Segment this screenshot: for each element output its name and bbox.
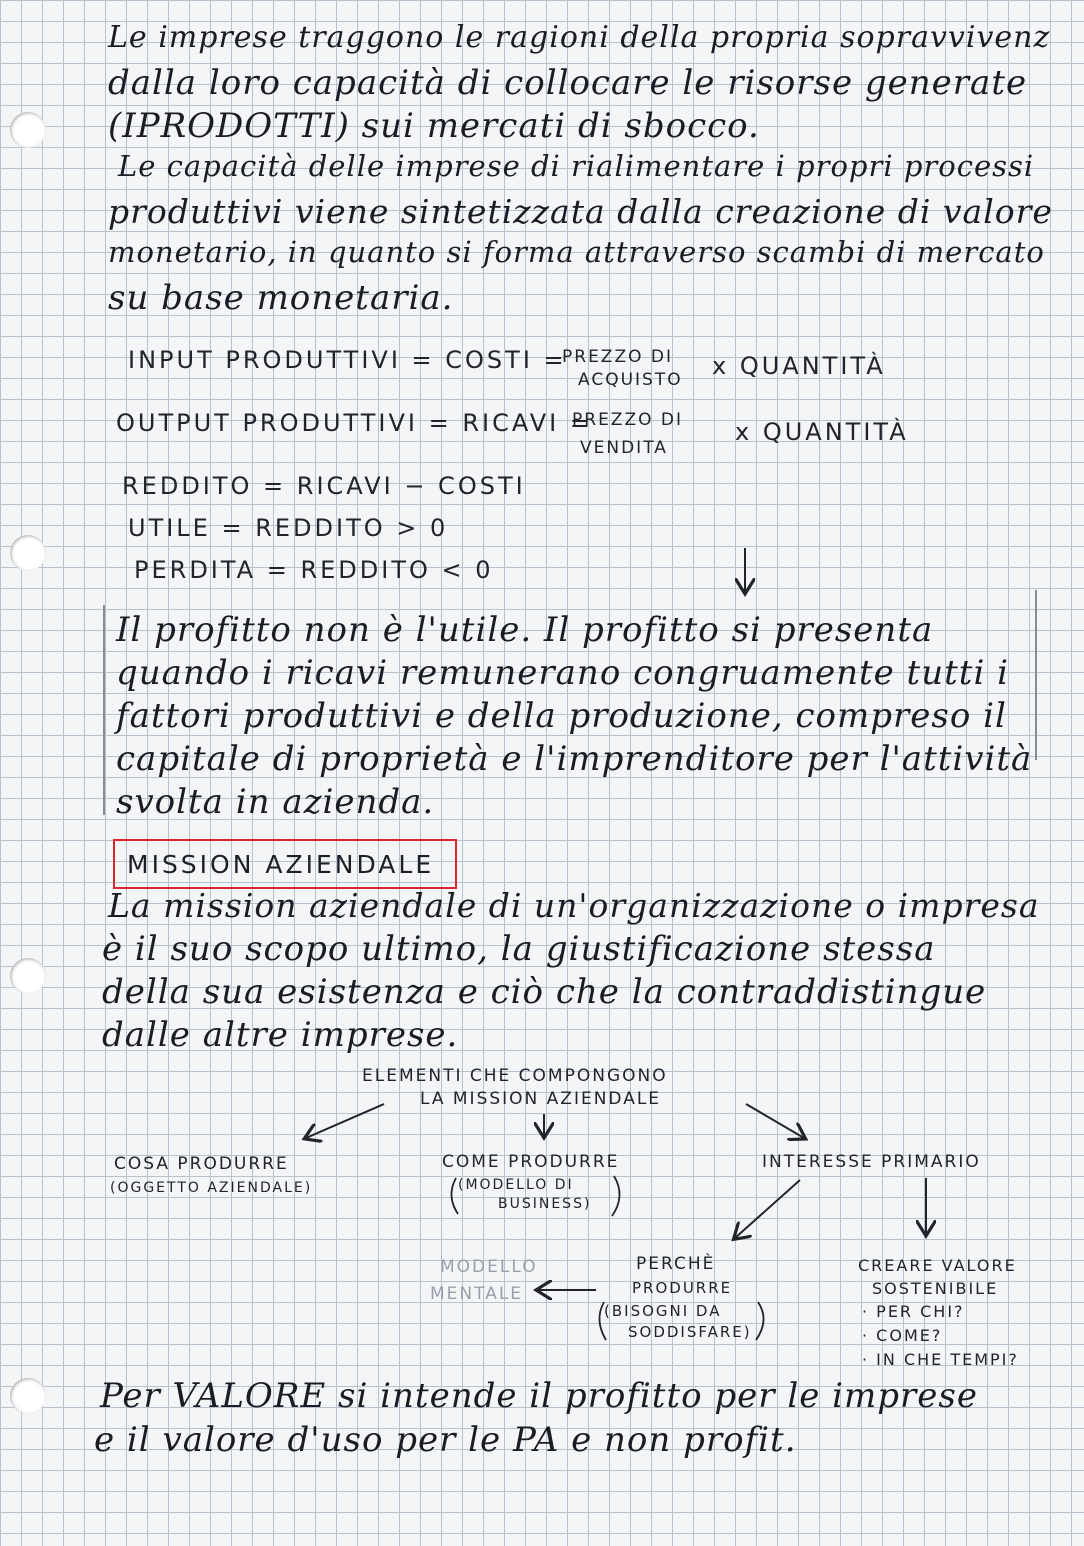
diagram-modello-2: MENTALE (430, 1284, 524, 1304)
formula-output-price2: VENDITA (580, 438, 668, 458)
diagram-creare-4: · COME? (862, 1326, 943, 1345)
diagram-root-2: LA MISSION AZIENDALE (420, 1089, 662, 1109)
text-line: Le capacità delle imprese di rialimentare i propri processi (118, 149, 1035, 183)
diagram-cosa-sub: (OGGETTO AZIENDALE) (110, 1180, 313, 1196)
diagram-perche: PERCHÈ (636, 1254, 716, 1274)
formula-input-price: PREZZO DI (562, 347, 673, 367)
text-line: quando i ricavi remunerano congruamente tutti i (116, 653, 1009, 693)
diagram-come-sub: (MODELLO DI (458, 1177, 574, 1193)
text-line: monetario, in quanto si forma attraverso scambi di mercato (108, 235, 1045, 269)
formula-input: INPUT PRODUTTIVI = COSTI = (128, 346, 567, 374)
formula-input-price2: ACQUISTO (578, 370, 683, 390)
diagram-cosa: COSA PRODURRE (114, 1154, 289, 1174)
text-line: su base monetaria. (108, 278, 454, 318)
paren-icon (756, 1302, 764, 1340)
formula-reddito: REDDITO = RICAVI − COSTI (122, 472, 526, 500)
arrow-icon (306, 1104, 384, 1138)
text-line: (IPRODOTTI) sui mercati di sbocco. (108, 106, 760, 146)
text-line: e il valore d'uso per le PA e non profit. (94, 1420, 797, 1460)
diagram-perche-2: PRODURRE (632, 1279, 733, 1297)
text-line: svolta in azienda. (116, 782, 435, 822)
paren-icon (451, 1178, 458, 1214)
text-line: produttivi viene sintetizzata dalla creazione di valore (108, 192, 1053, 231)
text-line: dalle altre imprese. (102, 1015, 459, 1055)
formula-output: OUTPUT PRODUTTIVI = RICAVI = (116, 409, 593, 437)
paren-icon (612, 1176, 620, 1216)
paren-icon (599, 1302, 606, 1340)
diagram-root: ELEMENTI CHE COMPONGONO (362, 1066, 668, 1086)
diagram-creare-3: · PER CHI? (862, 1302, 965, 1321)
diagram-perche-3: (BISOGNI DA (604, 1302, 722, 1320)
diagram-perche-4: SODDISFARE) (628, 1323, 752, 1341)
diagram-come: COME PRODURRE (442, 1152, 620, 1172)
formula-output-qty: x QUANTITÀ (735, 418, 909, 446)
diagram-interesse: INTERESSE PRIMARIO (762, 1152, 981, 1172)
diagram-creare-2: SOSTENIBILE (872, 1279, 999, 1298)
text-line: fattori produttivi e della produzione, compreso il (116, 696, 1007, 736)
diagram-creare-5: · IN CHE TEMPI? (862, 1350, 1019, 1369)
text-line: capitale di proprietà e l'imprenditore per l'attività (116, 739, 1033, 779)
diagram-modello: MODELLO (440, 1257, 538, 1277)
formula-input-qty: x QUANTITÀ (712, 352, 886, 380)
formula-perdita: PERDITA = REDDITO < 0 (134, 556, 494, 584)
section-title: MISSION AZIENDALE (127, 850, 435, 879)
text-line: della sua esistenza e ciò che la contraddistingue (102, 972, 987, 1012)
text-line: dalla loro capacità di collocare le risorse generate (108, 63, 1028, 103)
text-line: è il suo scopo ultimo, la giustificazione stessa (102, 929, 936, 969)
text-line: Le imprese traggono le ragioni della propria sopravvivenz (108, 20, 1051, 55)
diagram-come-sub-2: BUSINESS) (498, 1196, 592, 1212)
formula-utile: UTILE = REDDITO > 0 (128, 514, 449, 542)
formula-output-price: PREZZO DI (572, 410, 683, 430)
arrow-icon (746, 1104, 804, 1138)
arrow-icon (735, 1180, 800, 1238)
text-line: Il profitto non è l'utile. Il profitto si presenta (116, 610, 934, 650)
text-line: La mission aziendale di un'organizzazione o impresa (108, 886, 1040, 925)
text-line: Per VALORE si intende il profitto per le imprese (100, 1376, 978, 1416)
diagram-creare: CREARE VALORE (858, 1256, 1017, 1275)
